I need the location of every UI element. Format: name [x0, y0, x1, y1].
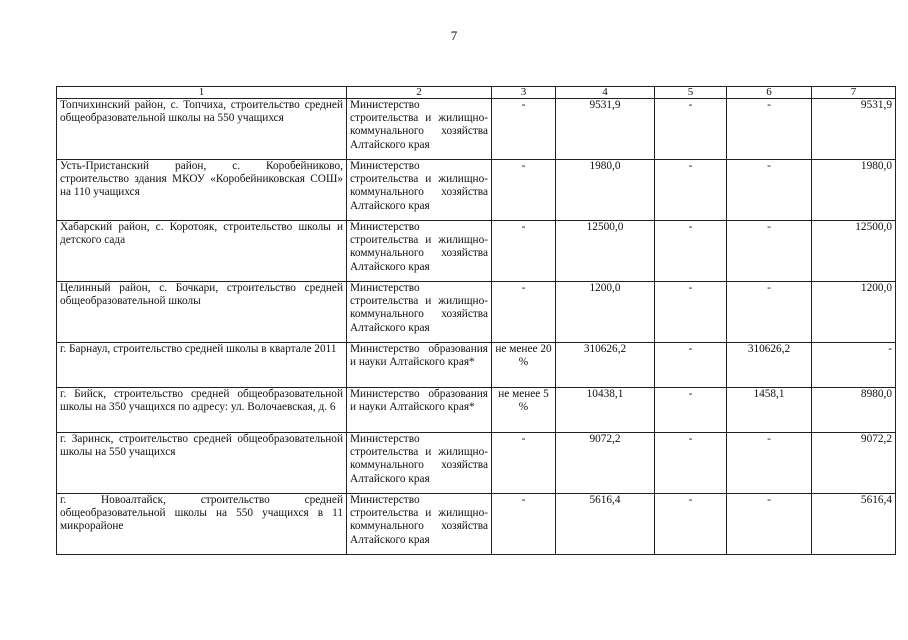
total-cell: 5616,4	[556, 494, 655, 555]
object-cell: Топчихинский район, с. Топчиха, строительство средней общеобразовательной школы на 550 учащихся	[57, 99, 347, 160]
col7-cell: 9531,9	[812, 99, 896, 160]
customer-cell: Министерство строительства и жилищно-коммунального хозяйства Алтайского края	[347, 494, 492, 555]
table-row	[57, 99, 896, 160]
total-cell: 310626,2	[556, 343, 655, 388]
customer-cell: Министерство строительства и жилищно-коммунального хозяйства Алтайского края	[347, 99, 492, 160]
table-row	[57, 433, 896, 494]
col7-cell: 12500,0	[812, 221, 896, 282]
share-cell: -	[492, 99, 556, 160]
object-cell: г. Бийск, строительство средней общеобразовательной школы на 350 учащихся по адресу: ул. Волочаевская, д. 6	[57, 388, 347, 433]
table-row	[57, 494, 896, 555]
data-table	[56, 86, 896, 555]
total-cell: 9072,2	[556, 433, 655, 494]
col7-cell: 1980,0	[812, 160, 896, 221]
customer-cell: Министерство образования и науки Алтайского края*	[347, 388, 492, 433]
table-row	[57, 388, 896, 433]
col5-cell: -	[655, 433, 727, 494]
page-number: 7	[450, 28, 458, 43]
col6-cell: -	[727, 221, 812, 282]
table-row	[57, 160, 896, 221]
total-cell: 9531,9	[556, 99, 655, 160]
customer-cell: Министерство строительства и жилищно-коммунального хозяйства Алтайского края	[347, 433, 492, 494]
col5-cell: -	[655, 160, 727, 221]
col6-cell: -	[727, 160, 812, 221]
object-cell: Целинный район, с. Бочкари, строительство средней общеобразовательной школы	[57, 282, 347, 343]
object-cell: Хабарский район, с. Коротояк, строительство школы и детского сада	[57, 221, 347, 282]
col5-cell: -	[655, 282, 727, 343]
col5-cell: -	[655, 494, 727, 555]
column-header-2: 2	[347, 87, 492, 99]
total-cell: 1200,0	[556, 282, 655, 343]
object-cell: Усть-Пристанский район, с. Коробейниково, строительство здания МКОУ «Коробейниковская СОШ» на 110 учащихся	[57, 160, 347, 221]
share-cell: -	[492, 221, 556, 282]
col6-cell: -	[727, 99, 812, 160]
object-cell: г. Барнаул, строительство средней школы в квартале 2011	[57, 343, 347, 388]
col6-cell: 1458,1	[727, 388, 812, 433]
col7-cell: -	[812, 343, 896, 388]
table-row	[57, 343, 896, 388]
column-header-5: 5	[655, 87, 727, 99]
col7-cell: 9072,2	[812, 433, 896, 494]
col5-cell: -	[655, 99, 727, 160]
customer-cell: Министерство строительства и жилищно-коммунального хозяйства Алтайского края	[347, 221, 492, 282]
share-cell: не менее 5 %	[492, 388, 556, 433]
share-cell: не менее 20 %	[492, 343, 556, 388]
column-header-3: 3	[492, 87, 556, 99]
total-cell: 1980,0	[556, 160, 655, 221]
share-cell: -	[492, 433, 556, 494]
customer-cell: Министерство строительства и жилищно-коммунального хозяйства Алтайского края	[347, 160, 492, 221]
col6-cell: -	[727, 494, 812, 555]
object-cell: г. Новоалтайск, строительство средней общеобразовательной школы на 550 учащихся в 11 микрорайоне	[57, 494, 347, 555]
col6-cell: -	[727, 282, 812, 343]
table-row	[57, 221, 896, 282]
col7-cell: 8980,0	[812, 388, 896, 433]
share-cell: -	[492, 494, 556, 555]
header-row	[57, 87, 896, 99]
col5-cell: -	[655, 221, 727, 282]
col6-cell: 310626,2	[727, 343, 812, 388]
col5-cell: -	[655, 388, 727, 433]
column-header-7: 7	[812, 87, 896, 99]
total-cell: 10438,1	[556, 388, 655, 433]
table-row	[57, 282, 896, 343]
column-header-6: 6	[727, 87, 812, 99]
col7-cell: 1200,0	[812, 282, 896, 343]
total-cell: 12500,0	[556, 221, 655, 282]
col5-cell: -	[655, 343, 727, 388]
col6-cell: -	[727, 433, 812, 494]
object-cell: г. Заринск, строительство средней общеобразовательной школы на 550 учащихся	[57, 433, 347, 494]
customer-cell: Министерство образования и науки Алтайского края*	[347, 343, 492, 388]
share-cell: -	[492, 160, 556, 221]
column-header-1: 1	[57, 87, 347, 99]
share-cell: -	[492, 282, 556, 343]
customer-cell: Министерство строительства и жилищно-коммунального хозяйства Алтайского края	[347, 282, 492, 343]
column-header-4: 4	[556, 87, 655, 99]
col7-cell: 5616,4	[812, 494, 896, 555]
